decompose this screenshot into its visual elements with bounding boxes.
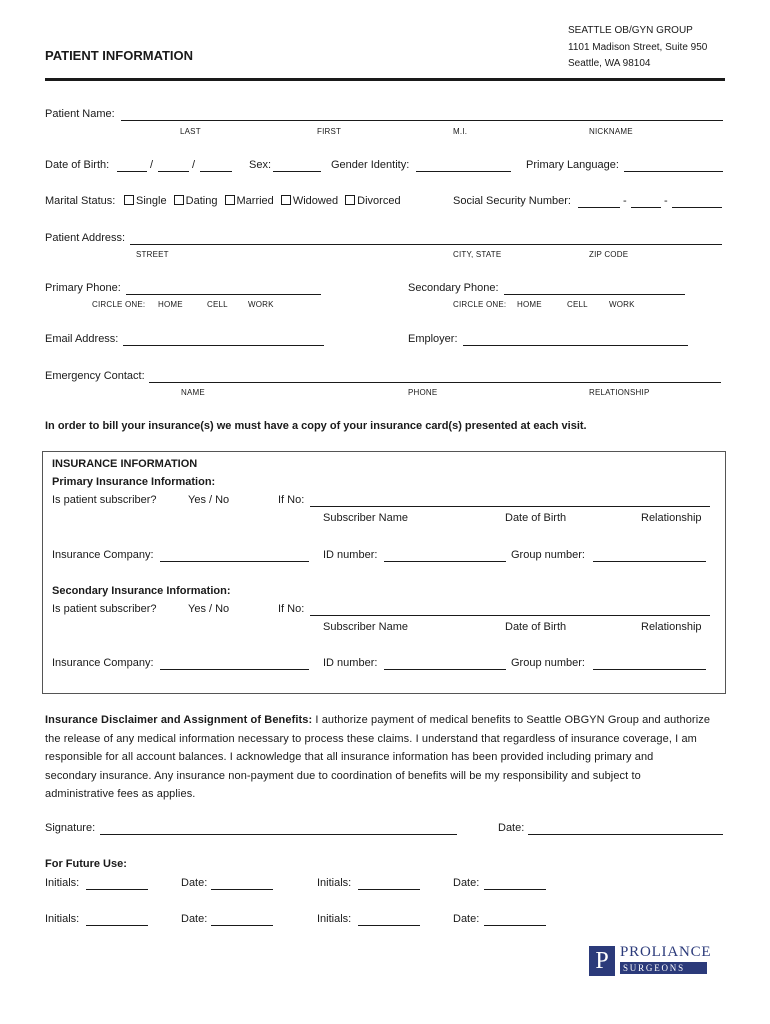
patient-address-field[interactable] bbox=[130, 244, 722, 245]
org-address-line1: 1101 Madison Street, Suite 950 bbox=[568, 42, 708, 53]
secondary-phone-type-home[interactable]: HOME bbox=[517, 300, 542, 309]
dob-month-field[interactable] bbox=[117, 171, 147, 172]
primary-language-field[interactable] bbox=[624, 171, 723, 172]
secondary-subscriber-question: Is patient subscriber? bbox=[52, 603, 157, 615]
emergency-contact-field[interactable] bbox=[149, 382, 721, 383]
checkbox-icon[interactable] bbox=[281, 195, 291, 205]
primary-if-no-label: If No: bbox=[278, 494, 305, 506]
secondary-subscriber-yes-no[interactable]: Yes / No bbox=[188, 603, 230, 615]
ssn-part2-field[interactable] bbox=[631, 207, 661, 208]
gender-identity-field[interactable] bbox=[416, 171, 511, 172]
emergency-contact-label: Emergency Contact: bbox=[45, 370, 145, 382]
initials-label: Initials: bbox=[317, 877, 352, 889]
checkbox-icon[interactable] bbox=[345, 195, 355, 205]
primary-subscriber-yes-no[interactable]: Yes / No bbox=[188, 494, 230, 506]
gender-identity-label: Gender Identity: bbox=[331, 159, 410, 171]
primary-sub-dob: Date of Birth bbox=[505, 512, 567, 524]
dob-day-field[interactable] bbox=[158, 171, 189, 172]
primary-phone-label: Primary Phone: bbox=[45, 282, 121, 294]
date-field[interactable] bbox=[484, 889, 546, 890]
name-sub-first: FIRST bbox=[317, 127, 342, 136]
logo-text-top: PROLIANCE bbox=[620, 944, 712, 960]
primary-subscriber-question: Is patient subscriber? bbox=[52, 494, 157, 506]
date-label: Date: bbox=[181, 877, 208, 889]
email-field[interactable] bbox=[123, 345, 324, 346]
emergency-sub-name: NAME bbox=[181, 388, 205, 397]
signature-date-label: Date: bbox=[498, 822, 525, 834]
primary-id-field[interactable] bbox=[384, 561, 506, 562]
patient-address-label: Patient Address: bbox=[45, 232, 126, 244]
ssn-part3-field[interactable] bbox=[672, 207, 722, 208]
initials-label: Initials: bbox=[317, 913, 352, 925]
primary-phone-field[interactable] bbox=[126, 294, 321, 295]
date-label: Date: bbox=[453, 877, 480, 889]
dob-separator: / bbox=[192, 159, 196, 171]
sex-label: Sex: bbox=[249, 159, 272, 171]
initials-field[interactable] bbox=[86, 925, 148, 926]
secondary-group-label: Group number: bbox=[511, 657, 585, 669]
primary-phone-type-cell[interactable]: CELL bbox=[207, 300, 228, 309]
disclaimer-line: administrative fees as applies. bbox=[45, 788, 196, 800]
circle-one-label: CIRCLE ONE: bbox=[92, 300, 146, 309]
ssn-separator: - bbox=[664, 195, 668, 207]
marital-option-single[interactable]: Single bbox=[123, 195, 167, 207]
circle-one-label: CIRCLE ONE: bbox=[453, 300, 507, 309]
header-rule bbox=[45, 78, 725, 81]
page-title: PATIENT INFORMATION bbox=[45, 48, 194, 63]
signature-field[interactable] bbox=[100, 834, 457, 835]
secondary-phone-type-work[interactable]: WORK bbox=[609, 300, 635, 309]
initials-field[interactable] bbox=[358, 889, 420, 890]
initials-field[interactable] bbox=[86, 889, 148, 890]
secondary-phone-label: Secondary Phone: bbox=[408, 282, 499, 294]
date-field[interactable] bbox=[211, 925, 273, 926]
checkbox-icon[interactable] bbox=[174, 195, 184, 205]
address-sub-zip: ZIP CODE bbox=[589, 250, 629, 259]
disclaimer-line: secondary insurance. Any insurance non-payment due to coordination of benefits will be my responsibility and subject to bbox=[45, 769, 641, 782]
marital-option-divorced[interactable]: Divorced bbox=[344, 195, 400, 207]
marital-option-married[interactable]: Married bbox=[224, 195, 274, 207]
org-address-line2: Seattle, WA 98104 bbox=[568, 58, 651, 69]
secondary-sub-relationship: Relationship bbox=[641, 621, 702, 633]
disclaimer-title: Insurance Disclaimer and Assignment of Benefits: bbox=[45, 714, 313, 726]
disclaimer-line: responsible for all account balances. I acknowledge that all insurance information has been provided including primary and bbox=[45, 751, 654, 763]
primary-phone-type-home[interactable]: HOME bbox=[158, 300, 183, 309]
signature-date-field[interactable] bbox=[528, 834, 723, 835]
primary-sub-subscriber-name: Subscriber Name bbox=[323, 512, 408, 524]
ssn-separator: - bbox=[623, 195, 627, 207]
name-sub-mi: M.I. bbox=[453, 127, 468, 136]
initials-label: Initials: bbox=[45, 877, 80, 889]
date-label: Date: bbox=[453, 913, 480, 925]
address-sub-street: STREET bbox=[136, 250, 169, 259]
checkbox-icon[interactable] bbox=[225, 195, 235, 205]
logo-text-bottom: SURGEONS bbox=[620, 962, 707, 974]
patient-name-label: Patient Name: bbox=[45, 108, 115, 120]
marital-option-widowed[interactable]: Widowed bbox=[280, 195, 338, 207]
secondary-phone-field[interactable] bbox=[504, 294, 685, 295]
employer-label: Employer: bbox=[408, 333, 458, 345]
insurance-disclaimer bbox=[45, 711, 725, 804]
name-sub-nickname: NICKNAME bbox=[589, 127, 633, 136]
dob-year-field[interactable] bbox=[200, 171, 232, 172]
initials-label: Initials: bbox=[45, 913, 80, 925]
primary-phone-type-work[interactable]: WORK bbox=[248, 300, 274, 309]
secondary-sub-dob: Date of Birth bbox=[505, 621, 567, 633]
marital-options bbox=[123, 195, 401, 207]
primary-subscriber-field[interactable] bbox=[310, 506, 710, 507]
primary-sub-relationship: Relationship bbox=[641, 512, 702, 524]
name-sub-last: LAST bbox=[180, 127, 201, 136]
marital-status-label: Marital Status: bbox=[45, 195, 116, 207]
dob-separator: / bbox=[150, 159, 154, 171]
logo-mark-icon: P bbox=[589, 946, 615, 976]
primary-id-label: ID number: bbox=[323, 549, 378, 561]
dob-label: Date of Birth: bbox=[45, 159, 110, 171]
billing-notice: In order to bill your insurance(s) we must have a copy of your insurance card(s) presented at each visit. bbox=[45, 420, 587, 432]
future-use-heading: For Future Use: bbox=[45, 858, 127, 870]
initials-field[interactable] bbox=[358, 925, 420, 926]
emergency-sub-phone: PHONE bbox=[408, 388, 438, 397]
proliance-logo bbox=[589, 944, 712, 976]
patient-name-field[interactable] bbox=[121, 120, 723, 121]
secondary-id-label: ID number: bbox=[323, 657, 378, 669]
secondary-group-field[interactable] bbox=[593, 669, 706, 670]
ssn-label: Social Security Number: bbox=[453, 195, 571, 207]
email-label: Email Address: bbox=[45, 333, 119, 345]
date-field[interactable] bbox=[211, 889, 273, 890]
secondary-subscriber-field[interactable] bbox=[310, 615, 710, 616]
secondary-insurance-company-label: Insurance Company: bbox=[52, 657, 154, 669]
checkbox-icon[interactable] bbox=[124, 195, 134, 205]
primary-language-label: Primary Language: bbox=[526, 159, 619, 171]
primary-insurance-heading: Primary Insurance Information: bbox=[52, 476, 216, 488]
secondary-phone-type-cell[interactable]: CELL bbox=[567, 300, 588, 309]
primary-insurance-company-field[interactable] bbox=[160, 561, 309, 562]
secondary-sub-subscriber-name: Subscriber Name bbox=[323, 621, 408, 633]
disclaimer-line: the release of any medical information necessary to process these claims. I understand that regardless of insurance coverage, I am bbox=[45, 732, 697, 745]
ssn-part1-field[interactable] bbox=[578, 207, 620, 208]
date-field[interactable] bbox=[484, 925, 546, 926]
secondary-insurance-heading: Secondary Insurance Information: bbox=[52, 585, 231, 597]
date-label: Date: bbox=[181, 913, 208, 925]
signature-label: Signature: bbox=[45, 822, 96, 834]
sex-field[interactable] bbox=[273, 171, 321, 172]
primary-group-field[interactable] bbox=[593, 561, 706, 562]
insurance-heading: INSURANCE INFORMATION bbox=[52, 458, 198, 470]
marital-option-dating[interactable]: Dating bbox=[173, 195, 218, 207]
emergency-sub-relationship: RELATIONSHIP bbox=[589, 388, 650, 397]
secondary-insurance-company-field[interactable] bbox=[160, 669, 309, 670]
disclaimer-line: Insurance Disclaimer and Assignment of Benefits: I authorize payment of medical benefits to Seattle OBGYN Group and authorize bbox=[45, 714, 711, 726]
secondary-id-field[interactable] bbox=[384, 669, 506, 670]
employer-field[interactable] bbox=[463, 345, 688, 346]
org-name: SEATTLE OB/GYN GROUP bbox=[568, 25, 693, 36]
primary-insurance-company-label: Insurance Company: bbox=[52, 549, 154, 561]
address-sub-city-state: CITY, STATE bbox=[453, 250, 502, 259]
secondary-if-no-label: If No: bbox=[278, 603, 305, 615]
primary-group-label: Group number: bbox=[511, 549, 585, 561]
